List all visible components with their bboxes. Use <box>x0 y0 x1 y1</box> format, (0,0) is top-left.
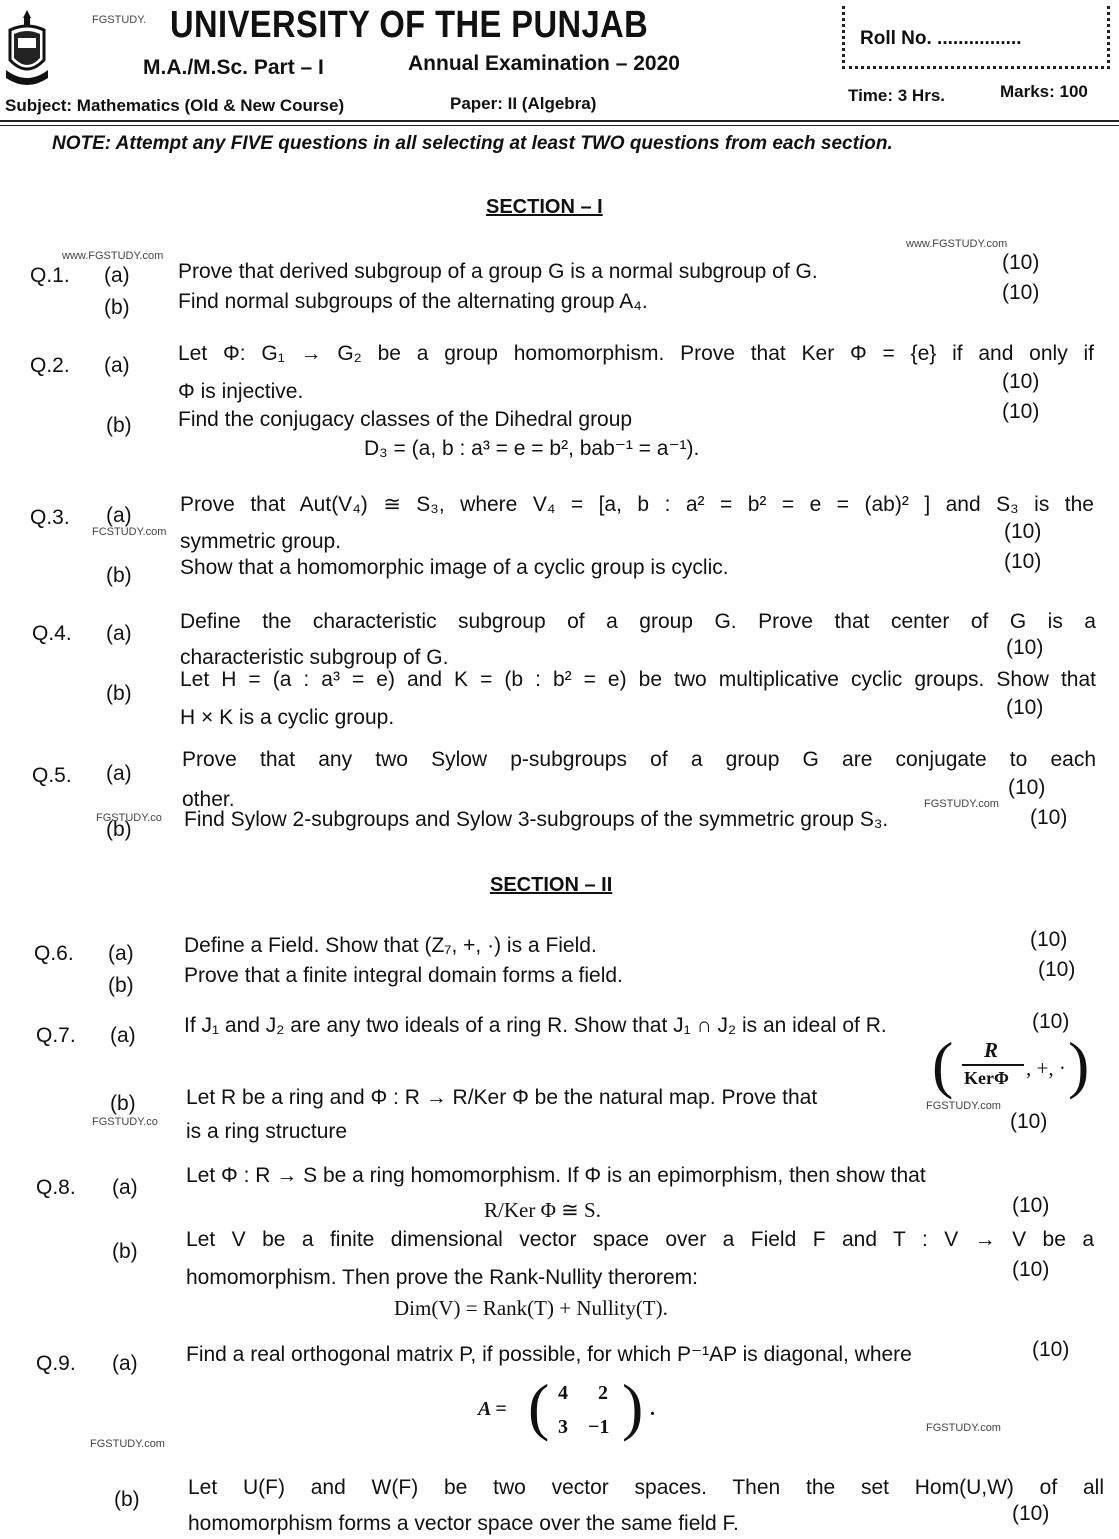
question-text: Prove that any two Sylow p-subgroups of a group G are conjugate to each <box>182 748 1096 771</box>
question-text: Find a real orthogonal matrix P, if possible, for which P⁻¹AP is diagonal, where <box>186 1343 912 1366</box>
marks: (10) <box>1002 400 1040 423</box>
marks: (10) <box>1002 251 1040 274</box>
left-paren: ( <box>932 1029 954 1100</box>
fraction-numerator: R <box>984 1038 999 1062</box>
time-label: Time: 3 Hrs. <box>848 86 946 105</box>
marks: (10) <box>1002 370 1040 393</box>
matrix-period: . <box>650 1398 655 1420</box>
marks: (10) <box>1002 281 1040 304</box>
matrix-cell: 2 <box>598 1382 608 1404</box>
roll-number-label: Roll No. ................ <box>860 28 1022 49</box>
question-text: Prove that Aut(V₄) ≅ S₃, where V₄ = [a, b : a² = b² = e = (ab)² ] and S₃ is the <box>180 493 1094 516</box>
question-text: H × K is a cyclic group. <box>180 706 395 729</box>
part-label: (a) <box>106 622 132 645</box>
watermark: FGSTUDY.com <box>926 1422 1001 1434</box>
matrix-cell: 4 <box>558 1382 568 1404</box>
question-text: Let H = (a : a³ = e) and K = (b : b² = e) be two multiplicative cyclic groups. Show that <box>180 668 1096 691</box>
part-label: (b) <box>106 564 132 587</box>
marks: (10) <box>1030 928 1068 951</box>
part-label: (a) <box>112 1176 138 1199</box>
part-label: (a) <box>104 354 130 377</box>
question-text: Prove that derived subgroup of a group G is a normal subgroup of G. <box>178 260 818 283</box>
part-label: (b) <box>114 1488 140 1511</box>
subject-label: Subject: Mathematics (Old & New Course) <box>5 96 345 115</box>
section-2-heading: SECTION – II <box>490 874 613 896</box>
marks: (10) <box>1012 1258 1050 1281</box>
question-number: Q.1. <box>30 264 70 287</box>
section-1-heading: SECTION – I <box>486 196 603 218</box>
question-text: Prove that a finite integral domain forms a field. <box>184 964 623 987</box>
question-text: Let R be a ring and Φ : R → R/Ker Φ be the natural map. Prove that <box>186 1086 818 1109</box>
question-number: Q.3. <box>30 506 70 529</box>
question-number: Q.8. <box>36 1176 76 1199</box>
matrix-cell: −1 <box>588 1416 610 1438</box>
program-line <box>143 52 680 80</box>
part-label: (a) <box>112 1352 138 1375</box>
question-number: Q.9. <box>36 1352 76 1375</box>
watermark: FGSTUDY.com <box>924 798 999 810</box>
marks: (10) <box>1030 806 1068 829</box>
watermark: FCSTUDY.com <box>92 526 167 538</box>
question-text: Find the conjugacy classes of the Dihedral group <box>178 408 633 431</box>
part-label: (b) <box>104 296 130 319</box>
fraction-tail: , +, · <box>1026 1056 1066 1080</box>
exam-note: NOTE: Attempt any FIVE questions in all selecting at least TWO questions from each section. <box>52 133 893 154</box>
right-paren: ) <box>1068 1029 1090 1100</box>
marks: (10) <box>1006 696 1044 719</box>
watermark: FGSTUDY.co <box>96 812 162 824</box>
question-text: Show that a homomorphic image of a cyclic group is cyclic. <box>180 556 729 579</box>
question-text: Find normal subgroups of the alternating group A₄. <box>178 290 648 313</box>
fraction-denominator: KerΦ <box>964 1068 1009 1088</box>
matrix-right-paren: ) <box>622 1371 644 1442</box>
marks: (10) <box>1010 1110 1048 1133</box>
exam-label: Annual Examination – 2020 <box>408 52 680 75</box>
marks-label: Marks: 100 <box>1000 82 1088 101</box>
part-label: (a) <box>106 762 132 785</box>
marks: (10) <box>1032 1338 1070 1361</box>
question-text: Define the characteristic subgroup of a group G. Prove that center of G is a <box>180 610 1096 633</box>
part-label: (a) <box>106 504 132 527</box>
question-text: Let Φ: G₁ → G₂ be a group homomorphism. Prove that Ker Φ = {e} if and only if <box>178 342 1094 365</box>
question-text: homomorphism forms a vector space over the same field F. <box>188 1512 739 1535</box>
question-text: is a ring structure <box>186 1120 348 1143</box>
question-text: Let Φ : R → S be a ring homomorphism. If Φ is an epimorphism, then show that <box>186 1164 926 1187</box>
question-number: Q.5. <box>32 764 72 787</box>
part-label: (b) <box>106 818 132 841</box>
watermark: www.FGSTUDY.com <box>62 250 164 262</box>
marks: (10) <box>1038 958 1076 981</box>
matrix-a <box>470 1371 670 1454</box>
formula: Dim(V) = Rank(T) + Nullity(T). <box>394 1296 668 1320</box>
question-text: Define a Field. Show that (Z₇, +, ·) is a Field. <box>184 934 597 957</box>
part-label: (a) <box>104 264 130 287</box>
matrix-left-paren: ( <box>528 1371 550 1442</box>
part-label: (b) <box>106 682 132 705</box>
formula: D₃ = (a, b : a³ = e = b², bab⁻¹ = a⁻¹). <box>364 437 700 460</box>
marks: (10) <box>1004 550 1042 573</box>
watermark: www.FGSTUDY.com <box>906 238 1008 250</box>
university-title: UNIVERSITY OF THE PUNJAB <box>170 4 649 46</box>
formula: R/Ker Φ ≅ S. <box>484 1198 601 1222</box>
part-label: (a) <box>108 942 134 965</box>
marks: (10) <box>1006 636 1044 659</box>
watermark: FGSTUDY.co <box>92 1116 158 1128</box>
marks: (10) <box>1004 520 1042 543</box>
question-text: other. <box>182 788 235 811</box>
matrix-cell: 3 <box>558 1416 568 1438</box>
quotient-ring-formula <box>932 1029 1092 1100</box>
header-rule-thin <box>0 125 1119 126</box>
question-number: Q.7. <box>36 1024 76 1047</box>
fraction-bar <box>962 1064 1024 1066</box>
question-text: characteristic subgroup of G. <box>180 646 449 669</box>
question-text: Let V be a finite dimensional vector space over a Field F and T : V → V be a <box>186 1228 1094 1251</box>
header-rule <box>0 120 1119 122</box>
part-label: (a) <box>110 1024 136 1047</box>
question-text: Φ is injective. <box>178 380 304 403</box>
question-number: Q.2. <box>30 354 70 377</box>
question-number: Q.4. <box>32 622 72 645</box>
part-label: (b) <box>106 414 132 437</box>
question-text: homomorphism. Then prove the Rank-Nullity therorem: <box>186 1266 698 1289</box>
question-text: symmetric group. <box>180 530 342 553</box>
question-text: Let U(F) and W(F) be two vector spaces. Then the set Hom(U,W) of all <box>188 1476 1104 1499</box>
paper-label: Paper: II (Algebra) <box>450 94 597 113</box>
part-label: (b) <box>110 1092 136 1115</box>
question-text: Find Sylow 2-subgroups and Sylow 3-subgroups of the symmetric group S₃. <box>184 808 889 831</box>
header-watermark: FGSTUDY. <box>92 14 147 26</box>
question-text: If J₁ and J₂ are any two ideals of a ring R. Show that J₁ ∩ J₂ is an ideal of R. <box>184 1014 887 1037</box>
watermark: FGSTUDY.com <box>926 1100 1001 1112</box>
university-crest-icon <box>4 8 50 90</box>
marks: (10) <box>1012 1502 1050 1525</box>
marks: (10) <box>1032 1010 1070 1033</box>
matrix-label: A = <box>478 1398 507 1420</box>
part-label: (b) <box>108 974 134 997</box>
marks: (10) <box>1012 1194 1050 1217</box>
part-label: (b) <box>112 1240 138 1263</box>
watermark: FGSTUDY.com <box>90 1438 165 1450</box>
question-number: Q.6. <box>34 942 74 965</box>
program-label: M.A./M.Sc. Part – I <box>143 56 324 79</box>
marks: (10) <box>1008 776 1046 799</box>
